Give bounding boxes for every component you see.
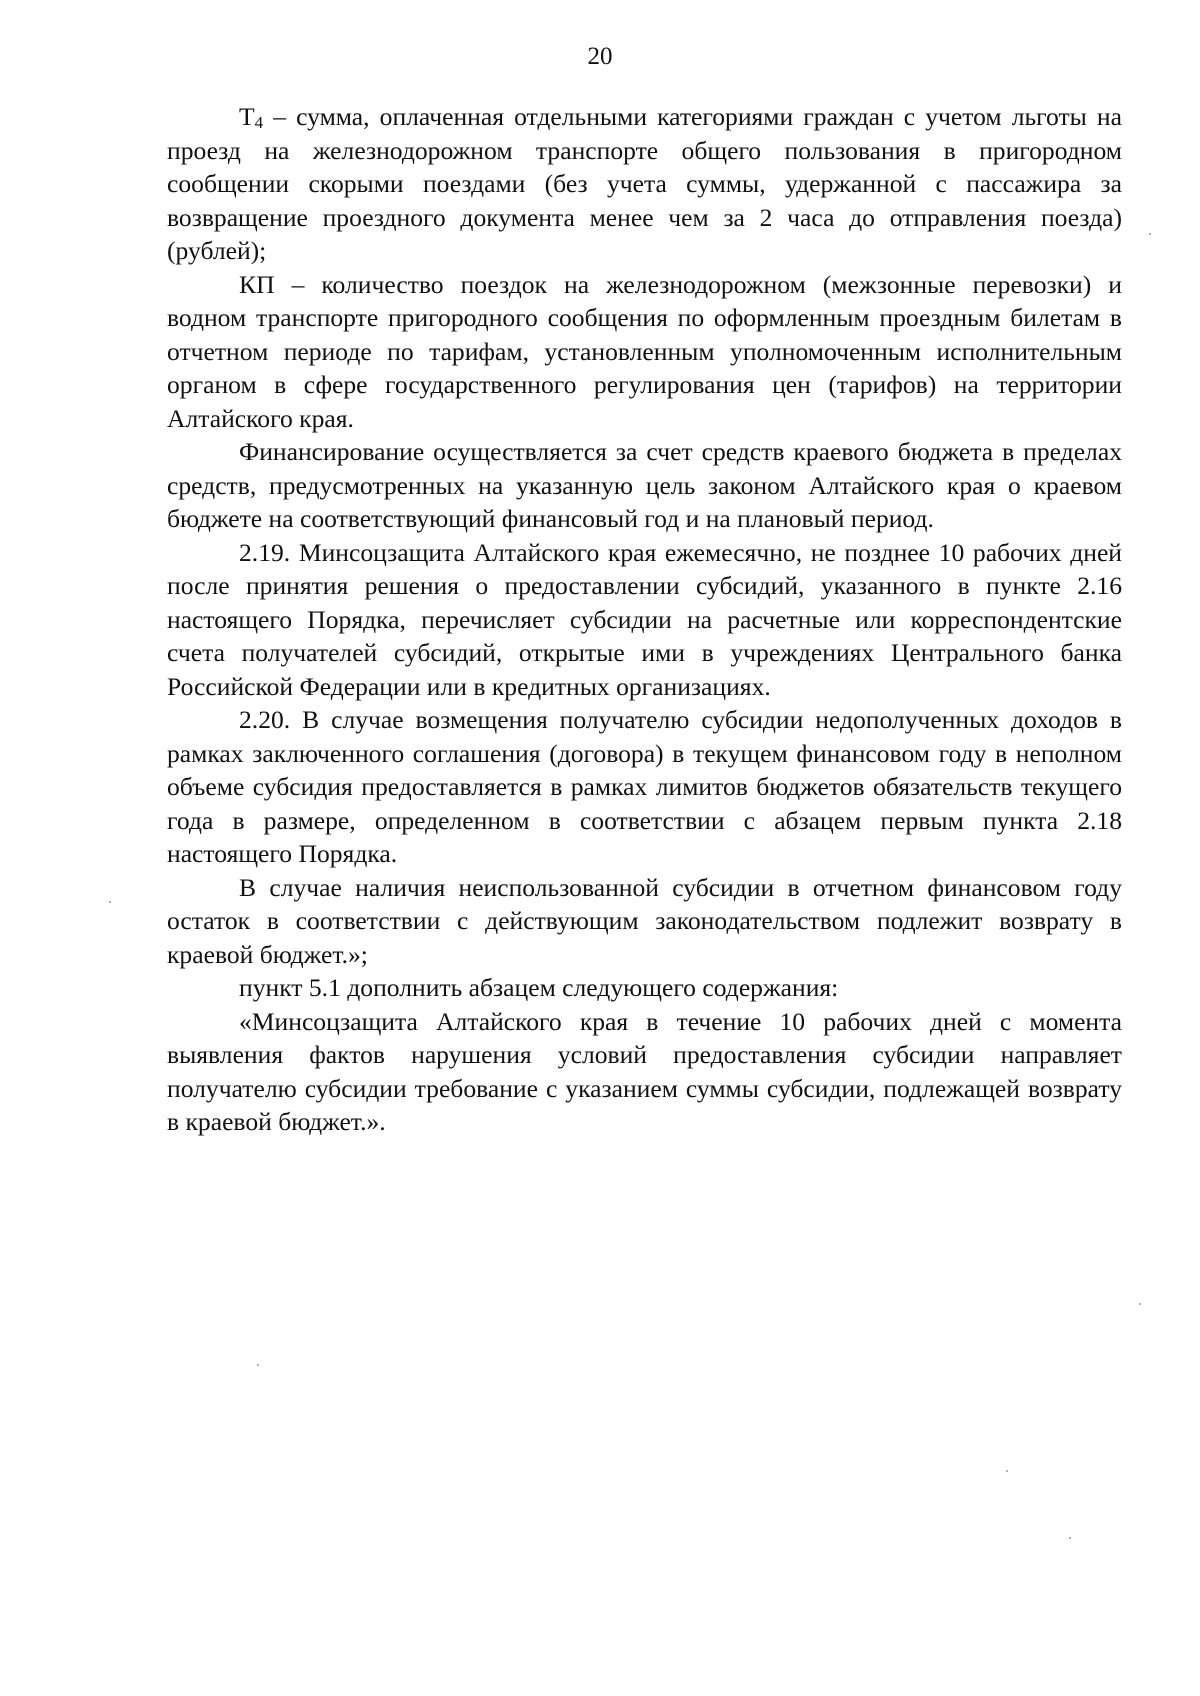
scan-speck: [1139, 1303, 1141, 1305]
scan-speck: [1149, 233, 1151, 235]
paragraph-kp-definition: КП – количество поездок на железнодорожном (межзонные перевозки) и водном транспорте пригородного сообщения по оформленным проездным билетам в отчетном периоде по тарифам, установленным уполномоченным исполнительным органом в сфере государственного регулирования цен (тарифов) на территории Алтайского края.: [167, 269, 1122, 433]
paragraph-quoted-addition: «Минсоцзащита Алтайского края в течение 10 рабочих дней с момента выявления фактов нарушения условий предоставления субсидии направляет получателю субсидии требование с указанием суммы субсидии, подлежащей возврату в краевой бюджет.».: [167, 1006, 1122, 1136]
scan-speck: [1006, 1470, 1008, 1472]
paragraph-t4-definition: [167, 100, 1122, 268]
document-body: [167, 100, 1122, 1139]
paragraph-2-20: 2.20. В случае возмещения получателю субсидии недополученных доходов в рамках заключенного соглашения (договора) в текущем финансовом году в неполном объеме субсидия предоставляется в рамках лимитов бюджетов обязательств текущего года в размере, определенном в соответствии с абзацем первым пункта 2.18 настоящего Порядка.: [167, 705, 1122, 868]
symbol-t-subscript: 4: [254, 113, 264, 132]
scan-speck: [109, 901, 111, 903]
symbol-t: Т: [239, 102, 255, 131]
scan-speck: [257, 1364, 259, 1366]
scan-speck: [1069, 1537, 1071, 1539]
paragraph-item-5-1: пункт 5.1 дополнить абзацем следующего содержания:: [239, 973, 839, 1002]
paragraph-unused-subsidy: В случае наличия неиспользованной субсидии в отчетном финансовом году остаток в соответствии с действующим законодательством подлежит возврату в краевой бюджет.»;: [167, 872, 1122, 969]
paragraph-t4-text: – сумма, оплаченная отдельными категориями граждан с учетом льготы на проезд на железнодорожном транспорте общего пользования в пригородном сообщении скорыми поездами (без учета суммы, удержанной с пассажира за возвращение проездного документа менее чем за 2 часа до отправления поезда) (рублей);: [167, 102, 1122, 265]
page-number: 20: [587, 43, 613, 70]
paragraph-2-19: 2.19. Минсоцзащита Алтайского края ежемесячно, не позднее 10 рабочих дней после принятия решения о предоставлении субсидий, указанного в пункте 2.16 настоящего Порядка, перечисляет субсидии на расчетные или корреспондентские счета получателей субсидий, открытые ими в учреждениях Центрального банка Российской Федерации или в кредитных организациях.: [167, 537, 1122, 701]
paragraph-financing: Финансирование осуществляется за счет средств краевого бюджета в пределах средств, предусмотренных на указанную цель законом Алтайского края о краевом бюджете на соответствующий финансовый год и на плановый период.: [167, 437, 1122, 533]
